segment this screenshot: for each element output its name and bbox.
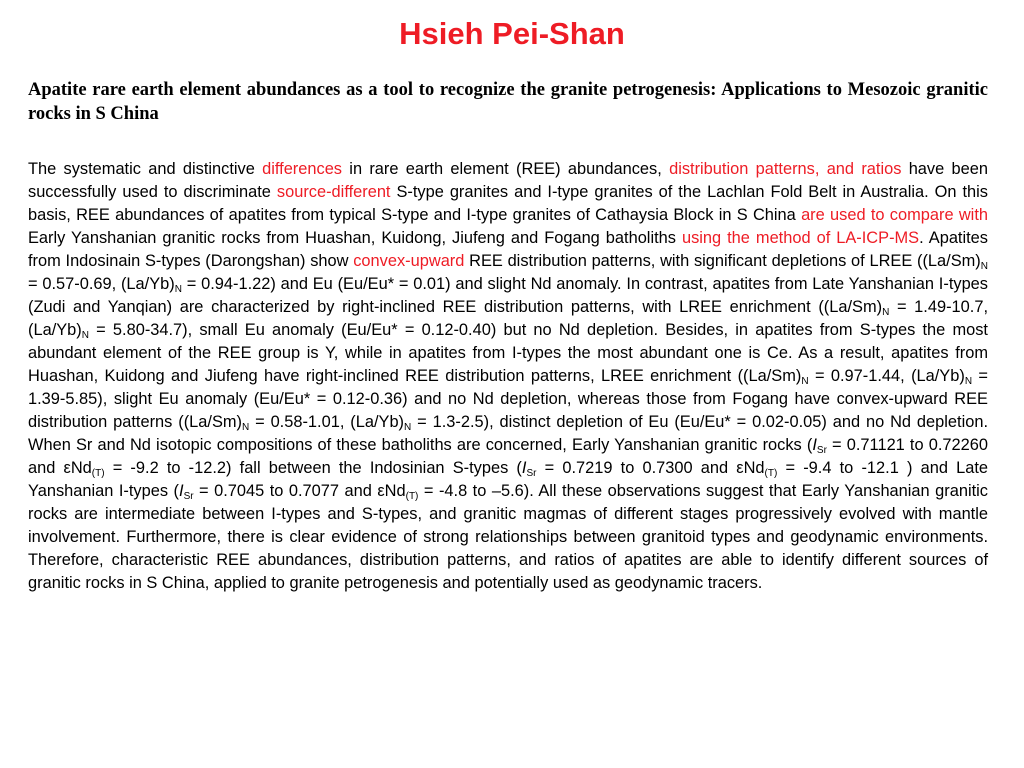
text-run: = 0.7219 to 0.7300 and εNd	[536, 459, 765, 477]
italic-run: I	[812, 436, 817, 454]
text-run: = 0.57-0.69, (La/Yb)	[28, 275, 175, 293]
subscript-run: N	[882, 307, 890, 318]
text-run: REE distribution patterns, with significant depletions of LREE ((La/Sm)	[464, 252, 981, 270]
subscript-run: N	[81, 330, 89, 341]
subscript-run: N	[980, 261, 988, 272]
text-run: = 0.71121 to 0.72260 and εNd	[28, 436, 988, 477]
text-run: = 0.7045 to 0.7077 and εNd	[193, 482, 406, 500]
text-run: . Apatites from Indosinain S-types (Darongshan) show	[28, 229, 988, 270]
text-run: The systematic and distinctive	[28, 160, 263, 178]
text-run: Early Yanshanian granitic rocks from Huashan, Kuidong, Jiufeng and Fogang batholiths	[28, 229, 682, 247]
italic-run: I	[179, 482, 184, 500]
subscript-run: (T)	[405, 491, 419, 502]
paper-title: Apatite rare earth element abundances as a tool to recognize the granite petrogenesis: Applications to Mesozoic granitic rocks in S China	[28, 80, 988, 124]
highlighted-run: source-different	[276, 183, 391, 201]
text-run: S-type granites and I-type granites of the Lachlan Fold Belt in Australia. On this basis, REE abundances of apatites from typical S-type and I-type granites of Cathaysia Block in S China	[28, 183, 988, 224]
text-run: have been successfully used to discriminate	[28, 160, 988, 201]
text-run: = -4.8 to –5.6). All these observations suggest that Early Yanshanian granitic rocks are intermediate between I-types and S-types, and granitic magmas of different stages progressively evolved with mantle involvement. Furthermore, there is clear evidence of strong relationships between granitoid types and geodynamic environments. Therefore, characteristic REE abundances, distribution patterns, and ratios of apatites are able to identify different sources of granitic rocks in S China, applied to granite petrogenesis and potentially used as geodynamic tracers.	[28, 482, 988, 592]
subscript-run: (T)	[91, 468, 105, 479]
highlighted-run: using the method of LA-ICP-MS	[681, 229, 920, 247]
author-name: Hsieh Pei-Shan	[399, 16, 625, 51]
text-run: = 0.94-1.22) and Eu (Eu/Eu* = 0.01) and slight Nd anomaly. In contrast, apatites from Late Yanshanian I-types (Zudi and Yanqian) are characterized by right-inclined REE distribution patterns, with LREE enrichment ((La/Sm)	[28, 275, 988, 316]
subscript-run: N	[964, 376, 973, 387]
text-run: = -9.4 to -12.1 ) and Late Yanshanian I-types (	[28, 459, 988, 500]
subscript-run: Sr	[183, 491, 194, 502]
text-run: = 1.3-2.5), distinct depletion of Eu (Eu/Eu* = 0.02-0.05) and no Nd depletion. When Sr and Nd isotopic compositions of these batholiths are concerned, Early Yanshanian granitic rocks (	[28, 413, 988, 454]
abstract-paragraph	[28, 158, 988, 595]
highlighted-run: differences	[262, 160, 343, 178]
highlighted-run: distribution patterns, and ratios	[669, 160, 902, 178]
text-run: in rare earth element (REE) abundances,	[342, 160, 670, 178]
text-run: = 0.97-1.44, (La/Yb)	[808, 367, 965, 385]
subscript-run: (T)	[764, 468, 778, 479]
text-run: = 1.39-5.85), slight Eu anomaly (Eu/Eu* = 0.12-0.36) and no Nd depletion, whereas those from Fogang have convex-upward REE distribution patterns ((La/Sm)	[28, 367, 988, 431]
text-run: = 0.58-1.01, (La/Yb)	[249, 413, 405, 431]
italic-run: I	[521, 459, 527, 477]
text-run: = -9.2 to -12.2) fall between the Indosinian S-types (	[104, 459, 522, 477]
subscript-run: N	[242, 422, 250, 433]
text-run: = 1.49-10.7, (La/Yb)	[28, 298, 988, 339]
subscript-run: Sr	[526, 468, 537, 479]
subscript-run: N	[174, 284, 182, 295]
subscript-run: Sr	[816, 445, 827, 456]
subscript-run: N	[801, 376, 809, 387]
text-run: = 5.80-34.7), small Eu anomaly (Eu/Eu* = 0.12-0.40) but no Nd depletion. Besides, in apatites from S-types the most abundant element of the REE group is Y, while in apatites from I-types the most abundant one is Ce. As a result, apatites from Huashan, Kuidong and Jiufeng have right-inclined REE distribution patterns, LREE enrichment ((La/Sm)	[28, 321, 988, 385]
highlighted-run: are used to compare with	[801, 206, 988, 224]
subscript-run: N	[404, 422, 412, 433]
highlighted-run: convex-upward	[353, 252, 465, 270]
